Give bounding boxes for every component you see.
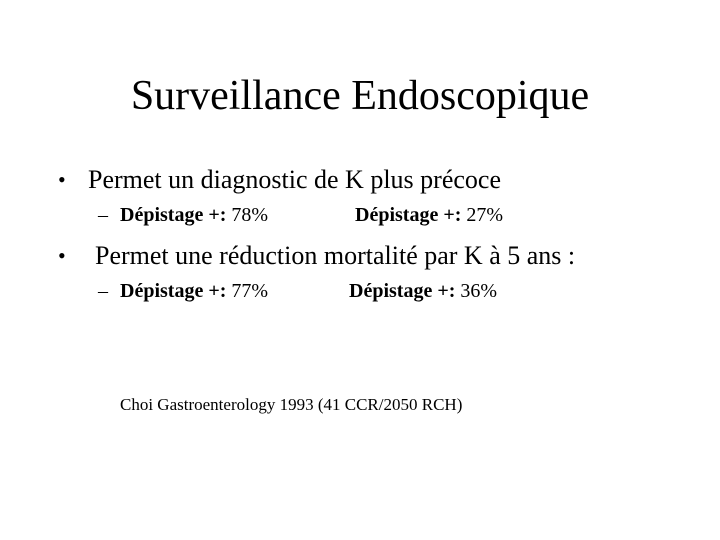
bullet-item — [58, 164, 618, 196]
screening-value: 77% — [226, 280, 269, 302]
screening-label: Dépistage +: — [349, 280, 456, 302]
sub-bullet-marker: – — [98, 204, 108, 226]
screening-result — [349, 279, 497, 303]
sub-bullet-marker: – — [98, 280, 108, 302]
screening-value: 78% — [226, 204, 269, 226]
screening-label: Dépistage +: — [120, 204, 227, 226]
screening-label: Dépistage +: — [355, 204, 462, 226]
screening-label: Dépistage +: — [120, 280, 227, 302]
bullet-text: Permet une réduction mortalité par K à 5 ans : — [95, 241, 576, 270]
screening-result — [120, 203, 268, 227]
bullet-item — [58, 240, 678, 272]
screening-result — [355, 203, 503, 227]
screening-value: 36% — [455, 280, 498, 302]
sub-bullet-item — [98, 279, 578, 303]
slide-title: Surveillance Endoscopique — [130, 73, 590, 119]
bullet-marker: • — [58, 243, 66, 268]
bullet-marker: • — [58, 167, 66, 192]
screening-result — [120, 279, 268, 303]
bullet-text: Permet un diagnostic de K plus précoce — [88, 165, 501, 194]
screening-value: 27% — [461, 204, 504, 226]
sub-bullet-item — [98, 203, 578, 227]
citation: Choi Gastroenterology 1993 (41 CCR/2050 RCH) — [120, 395, 463, 414]
